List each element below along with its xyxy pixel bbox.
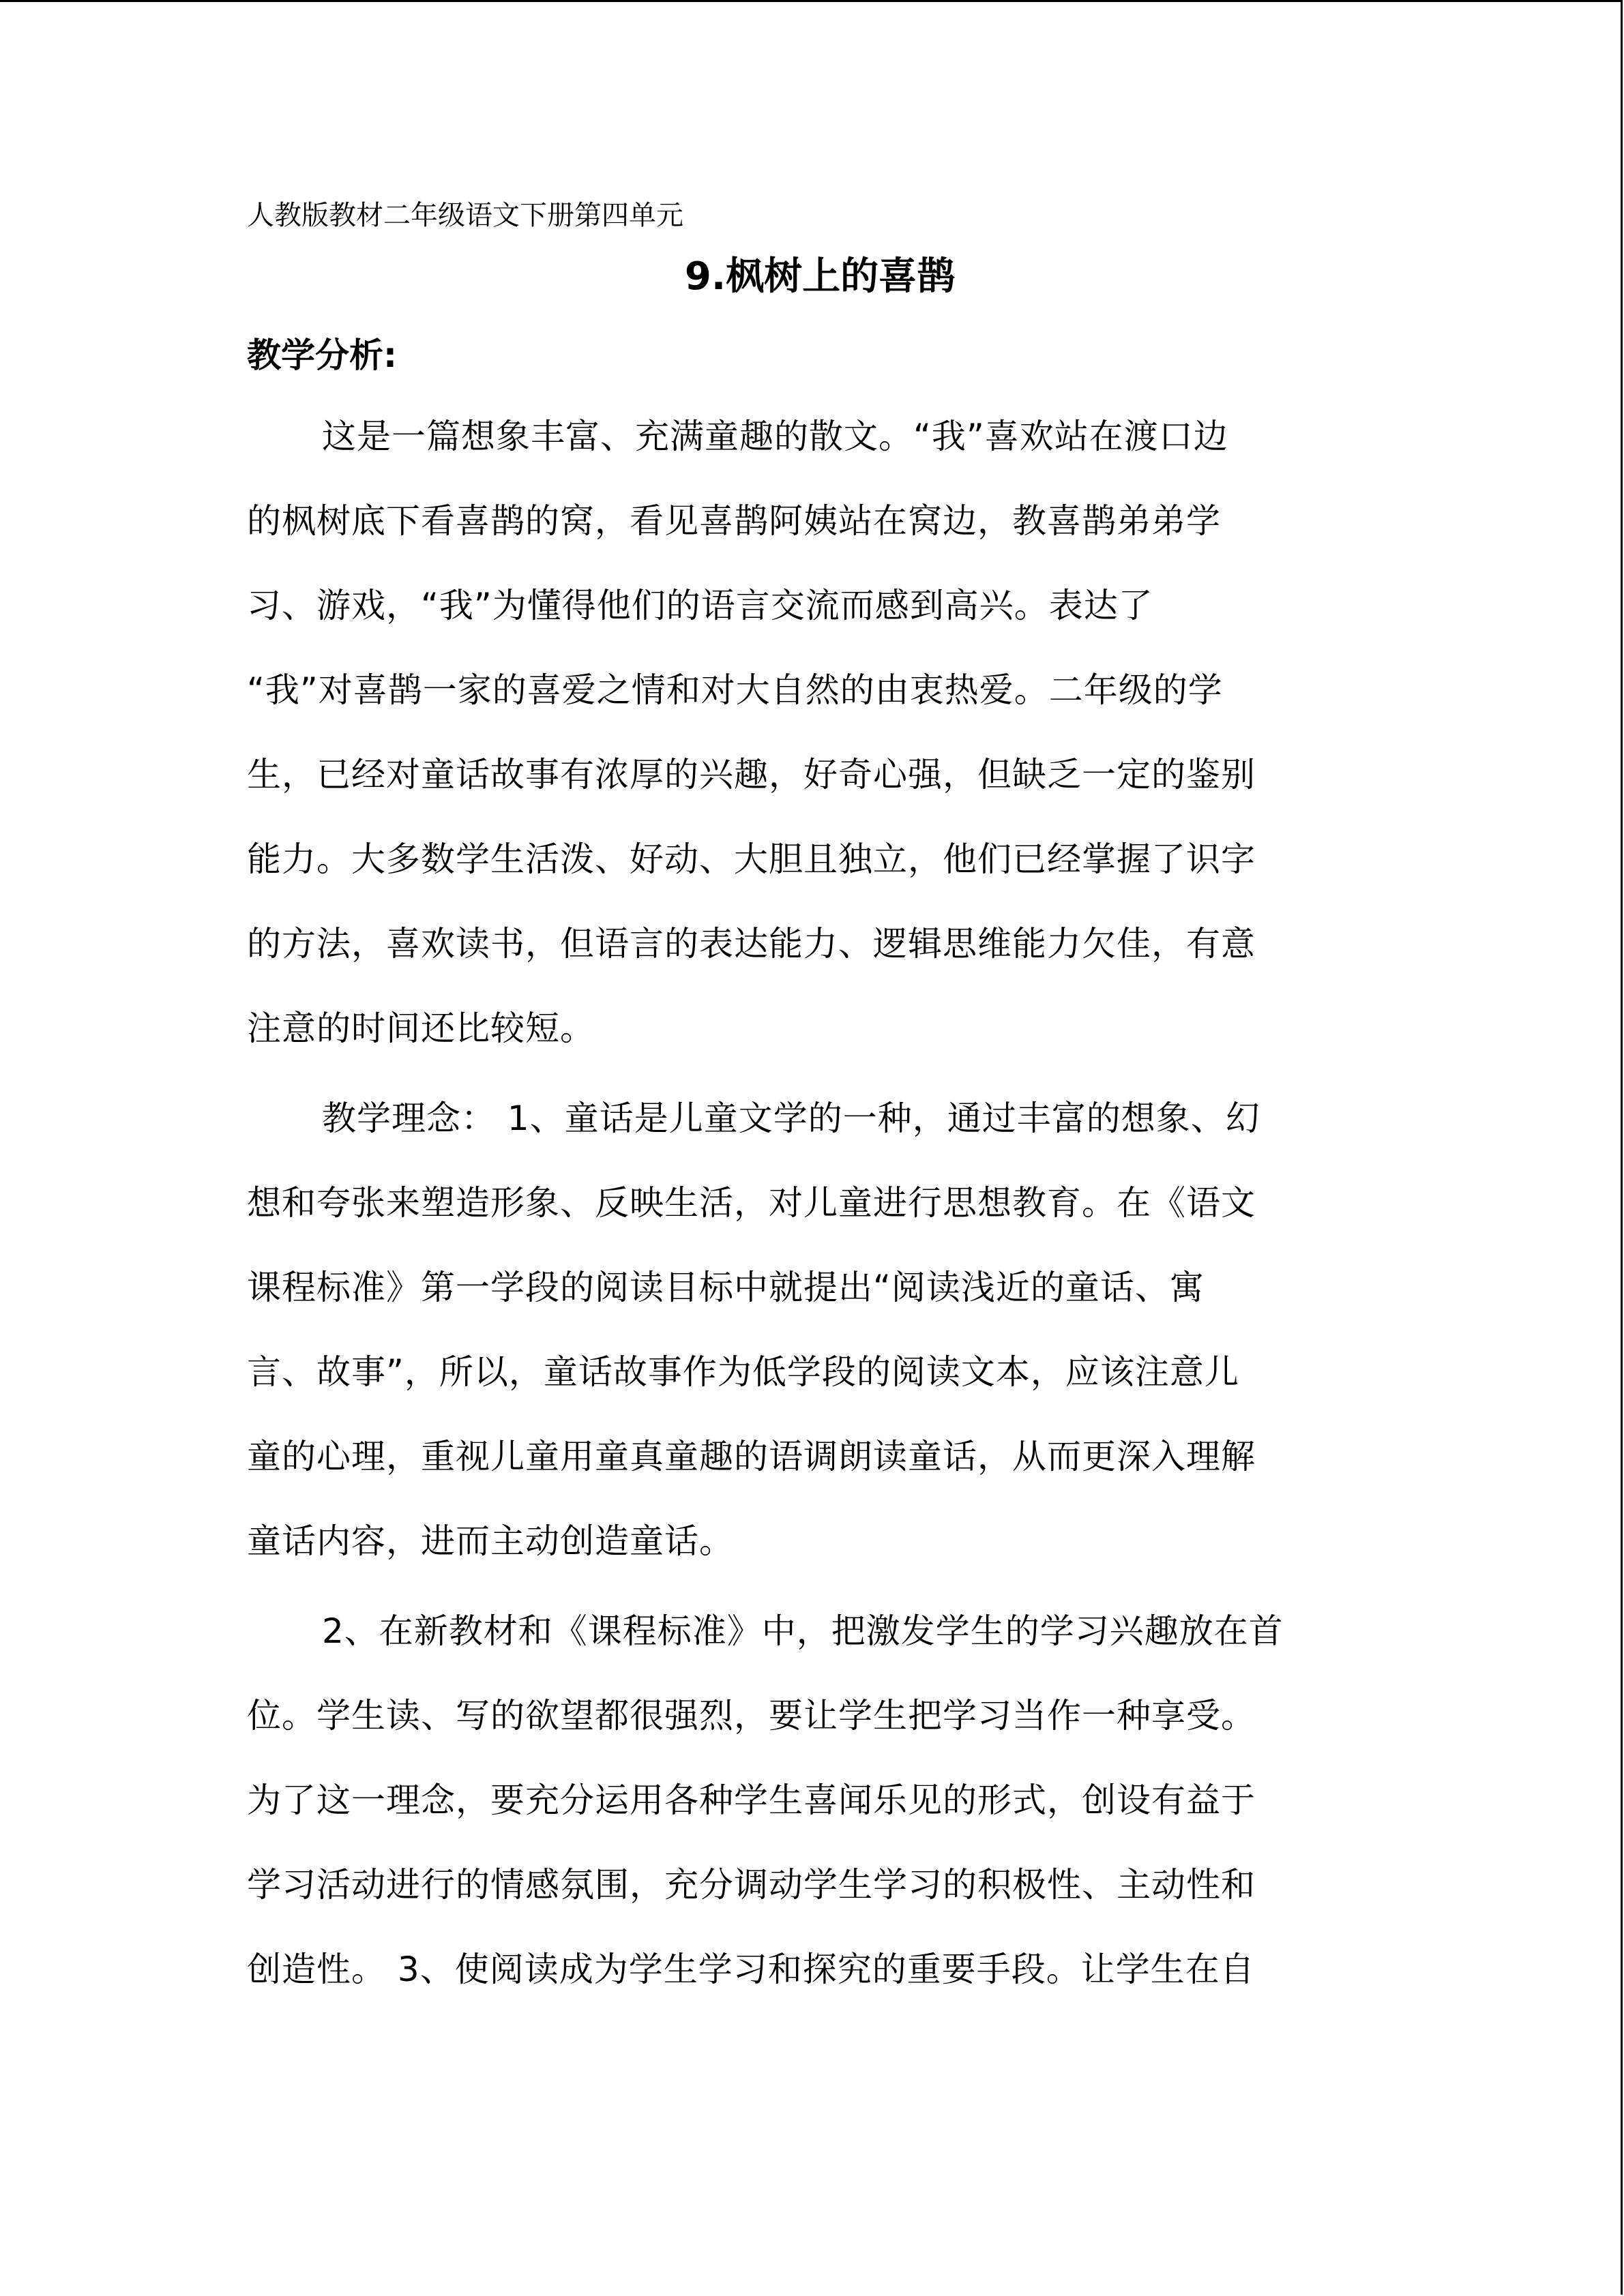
paragraph-philosophy-2 bbox=[247, 1589, 1379, 2012]
paragraph-line: 言、故事”，所以，童话故事作为低学段的阅读文本，应该注意儿 bbox=[247, 1352, 1239, 1392]
paragraph-line: 位。学生读、写的欲望都很强烈，要让学生把学习当作一种享受。 bbox=[247, 1696, 1256, 1735]
paragraph-line: 能力。大多数学生活泼、好动、大胆且独立，他们已经掌握了识字 bbox=[247, 839, 1256, 879]
section-heading: 教学分析: bbox=[247, 336, 397, 375]
paragraph-line: 为了这一理念，要充分运用各种学生喜闻乐见的形式，创设有益于 bbox=[247, 1780, 1256, 1820]
paragraph-line: 课程标准》第一学段的阅读目标中就提出“阅读浅近的童话、寓 bbox=[247, 1268, 1205, 1307]
paragraph-line: 这是一篇想象丰富、充满童趣的散文。“我”喜欢站在渡口边 bbox=[322, 417, 1228, 456]
paragraph-line: “我”对喜鹊一家的喜爱之情和对大自然的由衷热爱。二年级的学 bbox=[247, 670, 1223, 710]
paragraph-line: 学习活动进行的情感氛围，充分调动学生学习的积极性、主动性和 bbox=[247, 1865, 1256, 1905]
paragraph-line: 童的心理，重视儿童用童真童趣的语调朗读童话，从而更深入理解 bbox=[247, 1437, 1256, 1476]
paragraph-line: 2、在新教材和《课程标准》中，把激发学生的学习兴趣放在首 bbox=[322, 1611, 1284, 1651]
paragraph-line: 的枫树底下看喜鹊的窝，看见喜鹊阿姨站在窝边，教喜鹊弟弟学 bbox=[247, 501, 1221, 541]
document-header: 人教版教材二年级语文下册第四单元 bbox=[247, 200, 683, 231]
lesson-title: 9.枫树上的喜鹊 bbox=[684, 254, 956, 299]
paragraph-line: 习、游戏，“我”为懂得他们的语言交流而感到高兴。表达了 bbox=[247, 586, 1153, 625]
paragraph-line: 的方法，喜欢读书，但语言的表达能力、逻辑思维能力欠佳，有意 bbox=[247, 924, 1256, 964]
paragraph-line: 想和夸张来塑造形象、反映生活，对儿童进行思想教育。在《语文 bbox=[247, 1183, 1256, 1223]
paragraph-line: 创造性。 3、使阅读成为学生学习和探究的重要手段。让学生在自 bbox=[247, 1950, 1255, 1989]
paragraph-analysis bbox=[247, 394, 1379, 1071]
document-body bbox=[247, 195, 1379, 2012]
paragraph-line: 注意的时间还比较短。 bbox=[247, 1009, 595, 1048]
paragraph-philosophy-1 bbox=[247, 1076, 1379, 1583]
paragraph-line: 童话内容，进而主动创造童话。 bbox=[247, 1521, 734, 1561]
paragraph-line: 生，已经对童话故事有浓厚的兴趣，好奇心强，但缺乏一定的鉴别 bbox=[247, 755, 1256, 794]
paragraph-line: 教学理念： 1、童话是儿童文学的一种，通过丰富的想象、幻 bbox=[322, 1099, 1260, 1138]
